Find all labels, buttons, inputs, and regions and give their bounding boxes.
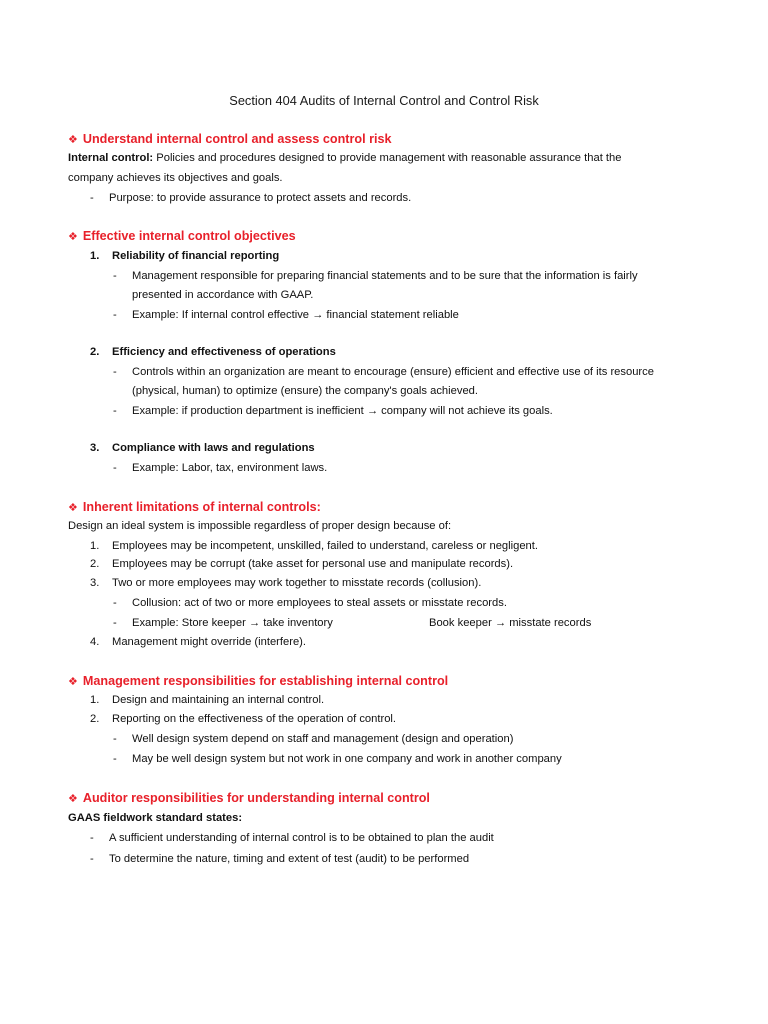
definition-line-2: company achieves its objectives and goals. [68,172,283,184]
objective-1-bullet-1-cont: presented in accordance with GAAP. [132,289,314,301]
limitation-item-4: 4. Management might override (interfere). [90,636,307,648]
diamond-bullet-icon: ❖ [68,134,78,146]
section-heading-auditor: ❖ Auditor responsibilities for understanding internal control [68,791,430,805]
purpose-bullet: - Purpose: to provide assurance to protect assets and records. [90,192,412,204]
limitations-intro: Design an ideal system is impossible regardless of proper design because of: [68,520,452,532]
definition-label: Internal control: [68,152,154,164]
collusion-bullet: - Collusion: act of two or more employees to steal assets or misstate records. [113,597,507,609]
objective-title-2: 2. Efficiency and effectiveness of operations [90,346,336,358]
diamond-bullet-icon: ❖ [68,502,78,514]
collusion-example-right: Book keeper → misstate records [429,617,592,629]
objective-2-bullet-2: - Example: if production department is inefficient → company will not achieve its goals. [113,405,553,417]
objective-2-bullet-1-cont: (physical, human) to optimize (ensure) the company's goals achieved. [132,385,479,397]
objective-title-3: 3. Compliance with laws and regulations [90,442,315,454]
objective-1-bullet-1: - Management responsible for preparing financial statements and to be sure that the information is fairly [113,270,638,282]
section-heading-limitations: ❖ Inherent limitations of internal controls: [68,500,321,514]
management-item-1: 1. Design and maintaining an internal control. [90,694,325,706]
management-bullet-1: - Well design system depend on staff and management (design and operation) [113,733,514,745]
limitation-item-3: 3. Two or more employees may work together to misstate records (collusion). [90,577,482,589]
diamond-bullet-icon: ❖ [68,676,78,688]
section-heading-management: ❖ Management responsibilities for establishing internal control [68,674,449,688]
objective-title-1: 1. Reliability of financial reporting [90,250,280,262]
diamond-bullet-icon: ❖ [68,231,78,243]
auditor-bullet-2: - To determine the nature, timing and extent of test (audit) to be performed [90,853,470,865]
objective-1-bullet-2: - Example: If internal control effective → financial statement reliable [113,309,459,321]
gaas-subheading: GAAS fieldwork standard states: [68,812,243,824]
page-title: Section 404 Audits of Internal Control and Control Risk [229,93,539,108]
auditor-bullet-1: - A sufficient understanding of internal control is to be obtained to plan the audit [90,832,494,844]
section-heading-understand: ❖ Understand internal control and assess control risk [68,132,392,146]
limitation-item-1: 1. Employees may be incompetent, unskilled, failed to understand, careless or negligent. [90,540,538,552]
limitation-item-2: 2. Employees may be corrupt (take asset for personal use and manipulate records). [90,558,514,570]
objective-2-bullet-1: - Controls within an organization are meant to encourage (ensure) efficient and effective use of its resource [113,366,654,378]
definition-line-1: Internal control: Policies and procedures designed to provide management with reasonable assurance that the [68,152,622,164]
management-item-2: 2. Reporting on the effectiveness of the operation of control. [90,713,397,725]
management-bullet-2: - May be well design system but not work in one company and work in another company [113,753,562,765]
objective-3-bullet-1: - Example: Labor, tax, environment laws. [113,462,328,474]
collusion-example-bullet: - Example: Store keeper → take inventory [113,617,333,629]
diamond-bullet-icon: ❖ [68,793,78,805]
section-heading-objectives: ❖ Effective internal control objectives [68,229,296,243]
